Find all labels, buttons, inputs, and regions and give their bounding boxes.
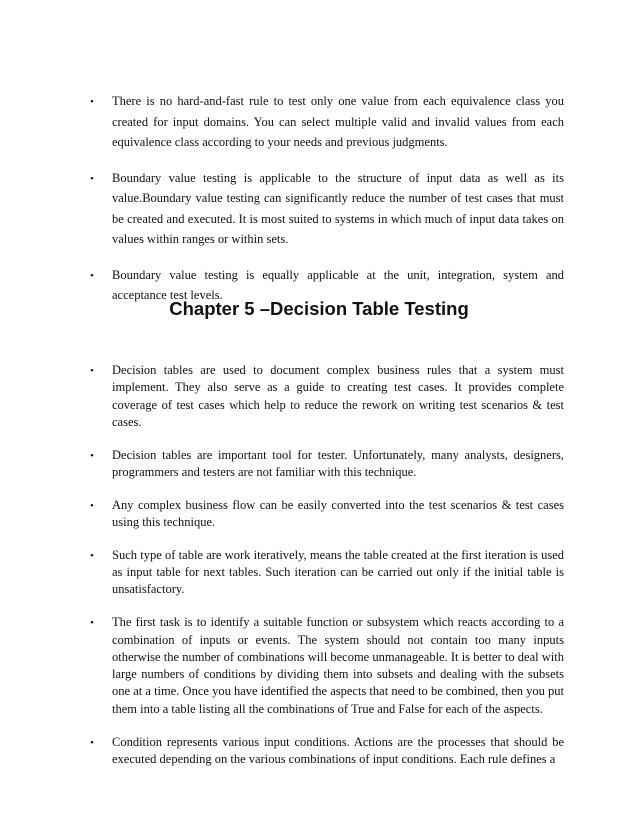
bullet-list-decision-table	[0, 362, 638, 784]
bullet-list-boundary-value	[0, 91, 638, 321]
list-item	[0, 168, 638, 250]
list-item-text: Boundary value testing is applicable to the structure of input data as well as its value.Boundary value testing can significantly reduce the number of test cases that must be created and executed. It is most suited to systems in which much of input data takes on values within ranges or within sets.	[112, 170, 564, 246]
list-item-text: Decision tables are important tool for tester. Unfortunately, many analysts, designers, programmers and testers are not familiar with this technique.	[112, 447, 564, 479]
bullet-icon: •	[90, 365, 94, 377]
bullet-icon: •	[90, 449, 94, 462]
list-item-text: The first task is to identify a suitable function or subsystem which reacts according to a combination of inputs or events. The system should not contain too many inputs otherwise the number of combinations will become unmanageable. It is better to deal with large numbers of conditions by dividing them into subsets and dealing with the subsets one at a time. Once you have identified the aspects that need to be combined, then you put them into a table listing all the combinations of True and False for each of the aspects.	[112, 615, 564, 716]
list-item-text: Any complex business flow can be easily converted into the test scenarios & test cases using this technique.	[112, 497, 564, 530]
bullet-icon: •	[90, 499, 94, 512]
list-item-text: Boundary value testing is equally applicable at the unit, integration, system and acceptance test levels.	[112, 267, 564, 302]
bullet-icon: •	[90, 96, 94, 108]
list-item-text: Such type of table are work iteratively, means the table created at the first iteration is used as input table for next tables. Such iteration can be carried out only if the initial table is unsatisfactory.	[112, 547, 564, 597]
list-item-text: There is no hard-and-fast rule to test only one value from each equivalence class you created for input domains. You can select multiple valid and invalid values from each equivalence class according to your needs and previous judgments.	[112, 94, 564, 149]
chapter-heading: Chapter 5 –Decision Table Testing	[169, 298, 469, 319]
bullet-icon: •	[90, 736, 94, 749]
list-item-text: Decision tables are used to document complex business rules that a system must implement. They also serve as a guide to creating test cases. It provides complete coverage of test cases which help to reduce the rework on writing test scenarios & test cases.	[112, 363, 564, 429]
list-item	[0, 362, 638, 431]
bullet-icon: •	[90, 617, 94, 630]
list-item-text: Condition represents various input conditions. Actions are the processes that should be executed depending on the various combinations of input conditions. Each rule defines a	[112, 734, 564, 766]
bullet-icon: •	[90, 549, 94, 562]
list-item	[0, 614, 638, 718]
list-item	[0, 91, 638, 153]
bullet-icon: •	[90, 172, 94, 185]
list-item	[0, 497, 638, 532]
list-item	[0, 734, 638, 769]
list-item	[0, 447, 638, 482]
bullet-icon: •	[90, 269, 94, 282]
list-item	[0, 547, 638, 599]
